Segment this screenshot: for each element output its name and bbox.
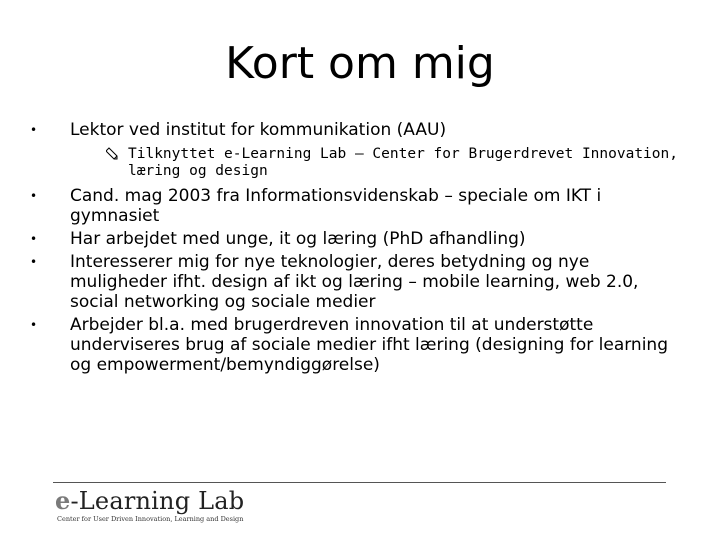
bullet-dot: •: [30, 189, 38, 203]
logo-tagline: Center for User Driven Innovation, Learning and Design: [57, 515, 244, 523]
logo-e-letter: e: [55, 486, 71, 515]
sub-bullet-item: [106, 146, 690, 180]
bullet-item: [30, 186, 690, 226]
pencil-icon: [106, 147, 120, 161]
bullet-dot: •: [30, 318, 38, 332]
bullet-item: [30, 252, 690, 312]
elearning-lab-logo: [55, 487, 244, 523]
bullet-item: [30, 229, 690, 249]
bullet-dot: •: [30, 255, 38, 269]
bullet-item: [30, 315, 690, 375]
bullet-text: Lektor ved institut for kommunikation (AAU): [70, 120, 447, 140]
bullet-text: Har arbejdet med unge, it og læring (PhD afhandling): [70, 229, 526, 249]
bullet-text: Cand. mag 2003 fra Informationsvidenskab – speciale om IKT i gymnasiet: [70, 186, 602, 226]
sub-bullet-text: Tilknyttet e-Learning Lab – Center for Brugerdrevet Innovation, læring og design: [128, 146, 678, 179]
logo-wordmark: [55, 487, 244, 515]
bullet-item: [30, 120, 690, 180]
footer-divider: [53, 482, 666, 483]
bullet-text: Interesserer mig for nye teknologier, deres betydning og nye muligheder ifht. design af ikt og læring – mobile learning, web 2.0, social networking og sociale medier: [70, 252, 639, 312]
bullet-list: [30, 120, 690, 378]
bullet-text: Arbejder bl.a. med brugerdreven innovation til at understøtte underviseres brug af sociale medier ifht læring (designing for learning og empowerment/bemyndiggørelse): [70, 315, 668, 375]
bullet-dot: •: [30, 123, 38, 137]
logo-name: -Learning Lab: [70, 487, 245, 515]
slide-title: Kort om mig: [225, 38, 495, 89]
bullet-dot: •: [30, 232, 38, 246]
